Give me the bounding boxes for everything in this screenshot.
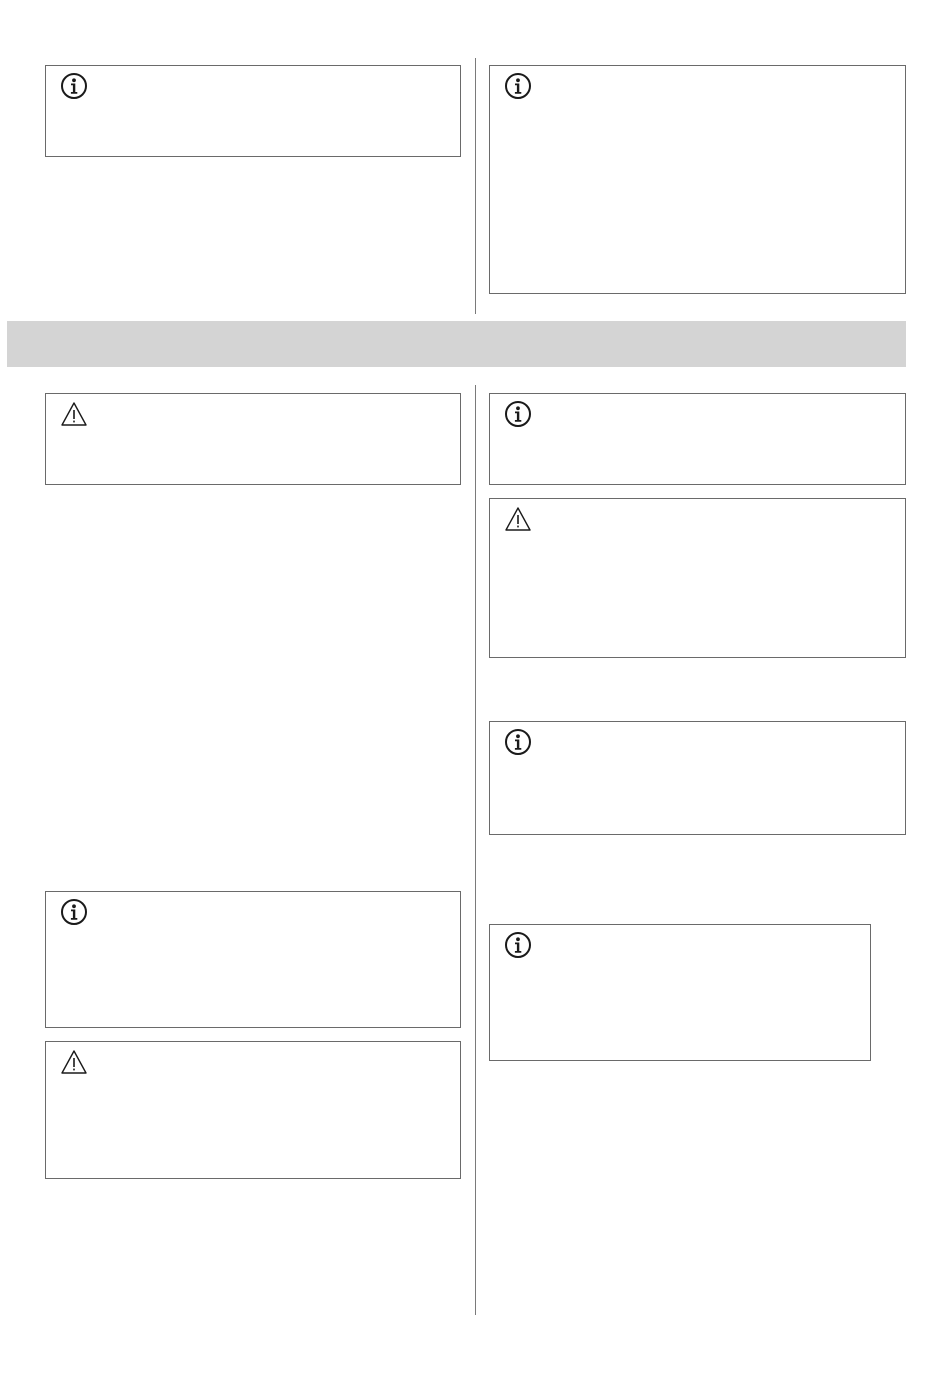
- info-icon: [504, 72, 532, 100]
- info-note-top-right: [489, 65, 906, 294]
- info-icon: [504, 728, 532, 756]
- warning-note-left-3: [45, 1041, 461, 1179]
- info-icon: [60, 898, 88, 926]
- column-divider-bottom: [475, 385, 476, 1315]
- info-icon: [504, 400, 532, 428]
- info-note-right-3: [489, 721, 906, 835]
- info-note-right-4: [489, 924, 871, 1061]
- info-icon: [504, 931, 532, 959]
- warning-triangle-icon: [60, 1048, 88, 1076]
- column-divider-top: [475, 58, 476, 314]
- info-note-right-1: [489, 393, 906, 485]
- warning-note-right-2: [489, 498, 906, 658]
- section-heading-band: [7, 321, 906, 367]
- info-note-top-left: [45, 65, 461, 157]
- warning-note-left-1: [45, 393, 461, 485]
- info-icon: [60, 72, 88, 100]
- info-note-left-2: [45, 891, 461, 1028]
- warning-triangle-icon: [60, 400, 88, 428]
- warning-triangle-icon: [504, 505, 532, 533]
